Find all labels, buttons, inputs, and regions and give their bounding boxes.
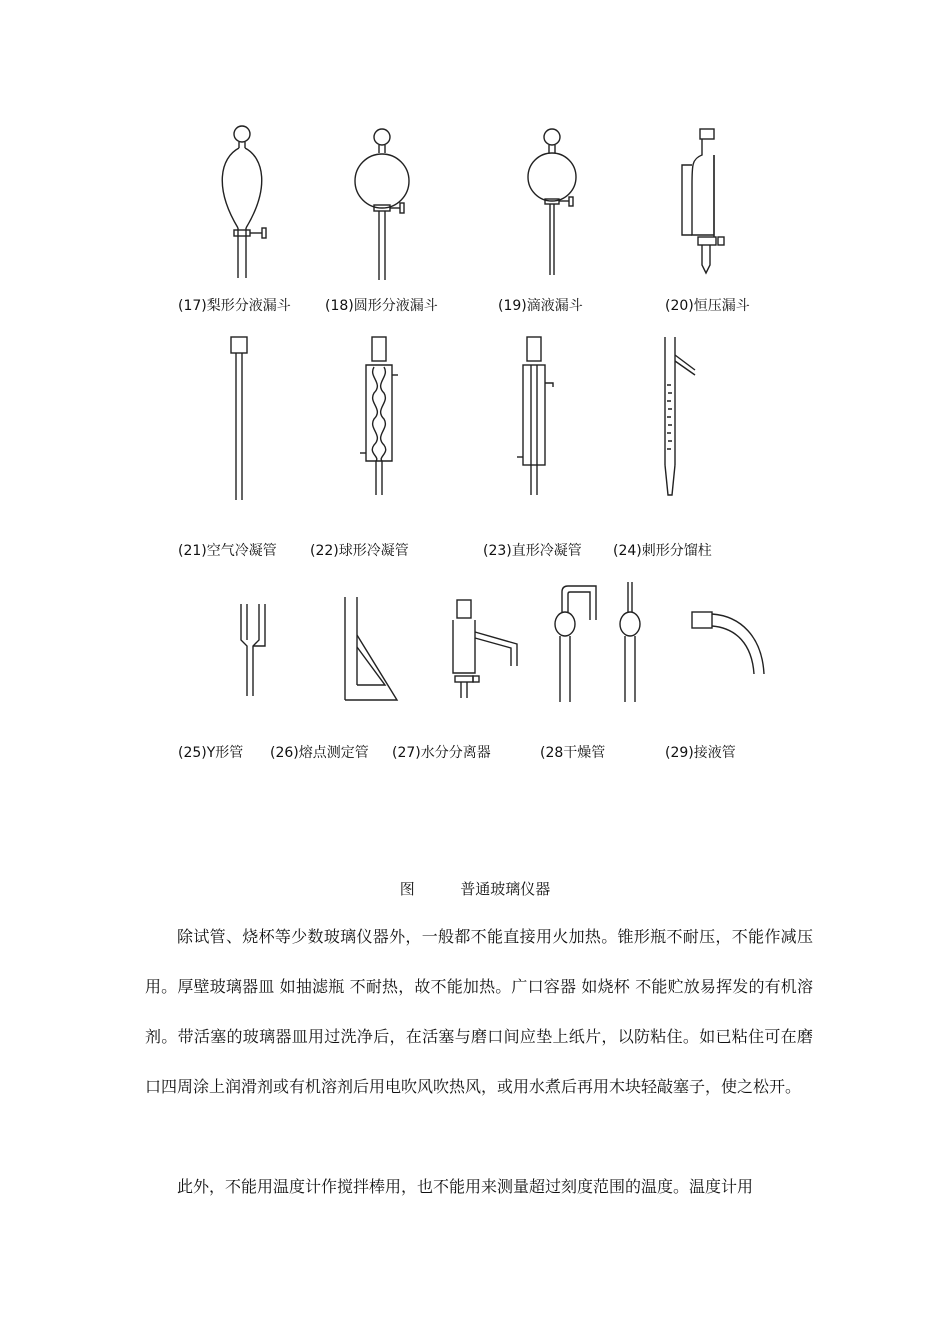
bulb-condenser-icon bbox=[360, 335, 400, 504]
label-melting-point-tube: (26)熔点测定管 bbox=[270, 745, 369, 761]
melting-point-tube-icon bbox=[335, 595, 405, 714]
pressure-equalizing-funnel-icon bbox=[678, 125, 738, 289]
vigreux-column-icon bbox=[655, 335, 700, 504]
straight-condenser-icon bbox=[515, 335, 555, 504]
label-straight-condenser: (23)直形冷凝管 bbox=[483, 543, 582, 559]
dropping-funnel-icon bbox=[525, 125, 585, 289]
label-air-condenser: (21)空气冷凝管 bbox=[178, 543, 277, 559]
figure-caption bbox=[0, 878, 950, 899]
air-condenser-icon bbox=[225, 335, 255, 509]
label-receiver-adapter: (29)接液管 bbox=[665, 745, 736, 761]
label-dropping-funnel: (19)滴液漏斗 bbox=[498, 298, 583, 314]
y-tube-icon bbox=[235, 600, 275, 704]
label-vigreux-column: (24)刺形分馏柱 bbox=[613, 543, 712, 559]
body-paragraph-2: 此外，不能用温度计作搅拌棒用，也不能用来测量超过刻度范围的温度。温度计用 bbox=[177, 1177, 754, 1196]
receiver-adapter-icon bbox=[690, 610, 775, 684]
label-pressure-equalizing-funnel: (20)恒压漏斗 bbox=[665, 298, 750, 314]
water-separator-icon bbox=[445, 598, 525, 707]
drying-tube-icon bbox=[548, 580, 653, 714]
body-paragraph-1: 除试管、烧杯等少数玻璃仪器外，一般都不能直接用火加热。锥形瓶不耐压，不能作减压用。厚壁玻璃器皿 如抽滤瓶 不耐热，故不能加热。广口容器 如烧杯 不能贮放易挥发的有机溶剂。带活塞的玻璃器皿用过洗净后，在活塞与磨口间应垫上纸片，以防粘住。如已粘住可在磨口四周涂上润滑剂或有机溶剂后用电吹风吹热风，或用水煮后再用木块轻敲塞子，使之松开。 bbox=[145, 927, 813, 1096]
label-water-separator: (27)水分分离器 bbox=[392, 745, 491, 761]
caption-prefix: 图 bbox=[399, 880, 415, 898]
label-round-separatory-funnel: (18)圆形分液漏斗 bbox=[325, 298, 438, 314]
label-y-tube: (25)Y形管 bbox=[178, 745, 244, 761]
label-bulb-condenser: (22)球形冷凝管 bbox=[310, 543, 409, 559]
round-separatory-funnel-icon bbox=[352, 125, 412, 289]
label-pear-separatory-funnel: (17)梨形分液漏斗 bbox=[178, 298, 291, 314]
label-drying-tube: (28干燥管 bbox=[540, 745, 606, 761]
pear-separatory-funnel-icon bbox=[210, 118, 270, 292]
caption-title: 普通玻璃仪器 bbox=[460, 880, 551, 898]
